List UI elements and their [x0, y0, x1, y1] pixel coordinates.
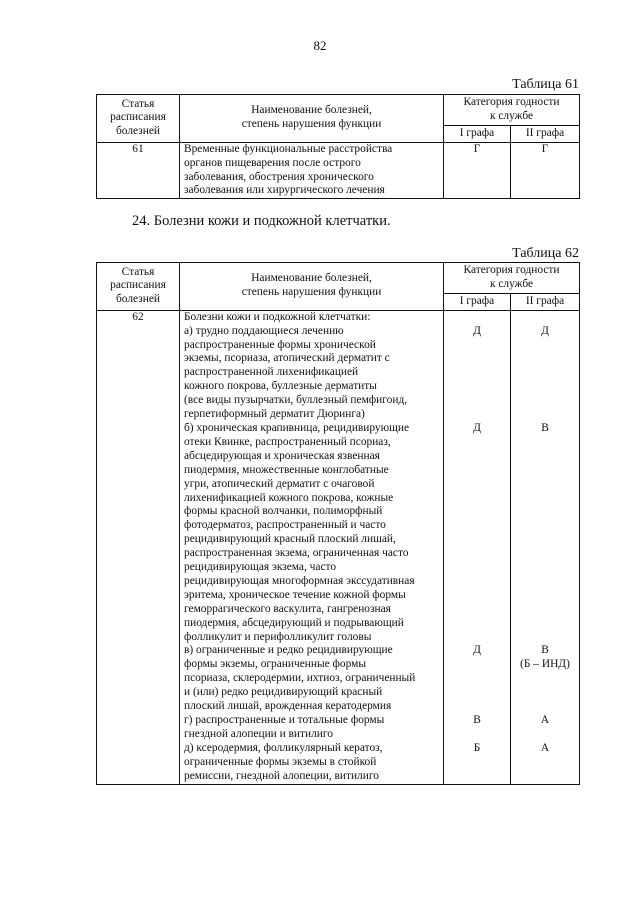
header-disease: Наименование болезней, степень нарушения функции [180, 263, 444, 311]
category-v-col-2: В [541, 644, 549, 657]
table-61-caption: Таблица 61 [512, 77, 579, 92]
article-number: 61 [97, 142, 180, 199]
header-col-2: II графа [511, 125, 580, 142]
header-col-1: I графа [444, 125, 511, 142]
header-disease: Наименование болезней, степень нарушения функции [180, 95, 444, 143]
header-article: Статья расписания болезней [97, 95, 180, 143]
category-a-col-1: Д [473, 324, 481, 337]
disease-description: Болезни кожи и подкожной клетчатки: а) трудно поддающиеся лечению распространенные формы хронической экземы, псориаза, атопический дерматит с распространенной лихенификацией кожного покрова, буллезные дерматиты (все виды пузырчатки, буллезный пемфигоид, герпетиформный дерматит Дюринга) б) хроническая крапивница, рецидивирующие отеки Квинке, распространенный псориаз, абсцедирующая и хроническая язвенная пиодермия, множественные конглобатные угри, атопический дерматит с очаговой лихенификацией кожного покрова, кожные формы красной волчанки, полиморфный фотодерматоз, распространенный и часто рецидивирующий красный плоский лишай, распространенная экзема, ограниченная часто рецидивирующая экзема, часто рецидивирующая многоформная экссудативная эритема, хроническое течение кожной формы геморрагического васкулита, гангренозная пиодермия, абсцедирующий и подрывающий фолликулит и перифолликулит головы в) ограниченные и редко рецидивирующие формы экземы, ограниченные формы псориаза, склеродермии, ихтиоз, ограниченный и (или) редко рецидивирующий красный плоский лишай, врожденная кератодермия г) распространенные и тотальные формы гнездной алопеции и витилиго д) ксеродермия, фолликулярный кератоз, ограниченные формы экземы в стойкой ремиссии, гнездной алопеции, витилиго [180, 310, 444, 784]
category-b-col-2: В [541, 421, 549, 434]
category-g-col-1: В [473, 714, 481, 726]
table-62-caption: Таблица 62 [512, 246, 579, 261]
category-b-col-1: Д [473, 421, 481, 434]
table-row [97, 310, 580, 784]
section-heading: 24. Болезни кожи и подкожной клетчатки. [132, 213, 391, 229]
disease-description: Временные функциональные расстройства органов пищеварения после острого заболевания, обострения хронического заболевания или хирургического лечения [180, 142, 444, 199]
table-61 [96, 94, 580, 199]
category-col-2 [511, 310, 580, 784]
header-category: Категория годности к службе [444, 263, 580, 294]
category-v-col-2-note: (Б – ИНД) [520, 658, 570, 671]
header-col-1: I графа [444, 293, 511, 310]
category-a-col-2: Д [541, 324, 549, 337]
category-col-1: Г [444, 142, 511, 199]
category-col-2: Г [511, 142, 580, 199]
page-number: 82 [313, 38, 327, 53]
category-g-col-2: А [540, 714, 550, 726]
table-row [97, 142, 580, 199]
category-v-col-1: Д [473, 644, 481, 657]
category-d-col-1: Б [473, 741, 481, 754]
article-number: 62 [97, 310, 180, 784]
category-col-1 [444, 310, 511, 784]
header-article: Статья расписания болезней [97, 263, 180, 311]
header-category: Категория годности к службе [444, 95, 580, 126]
table-62 [96, 262, 580, 785]
category-d-col-2: А [540, 741, 550, 754]
header-col-2: II графа [511, 293, 580, 310]
